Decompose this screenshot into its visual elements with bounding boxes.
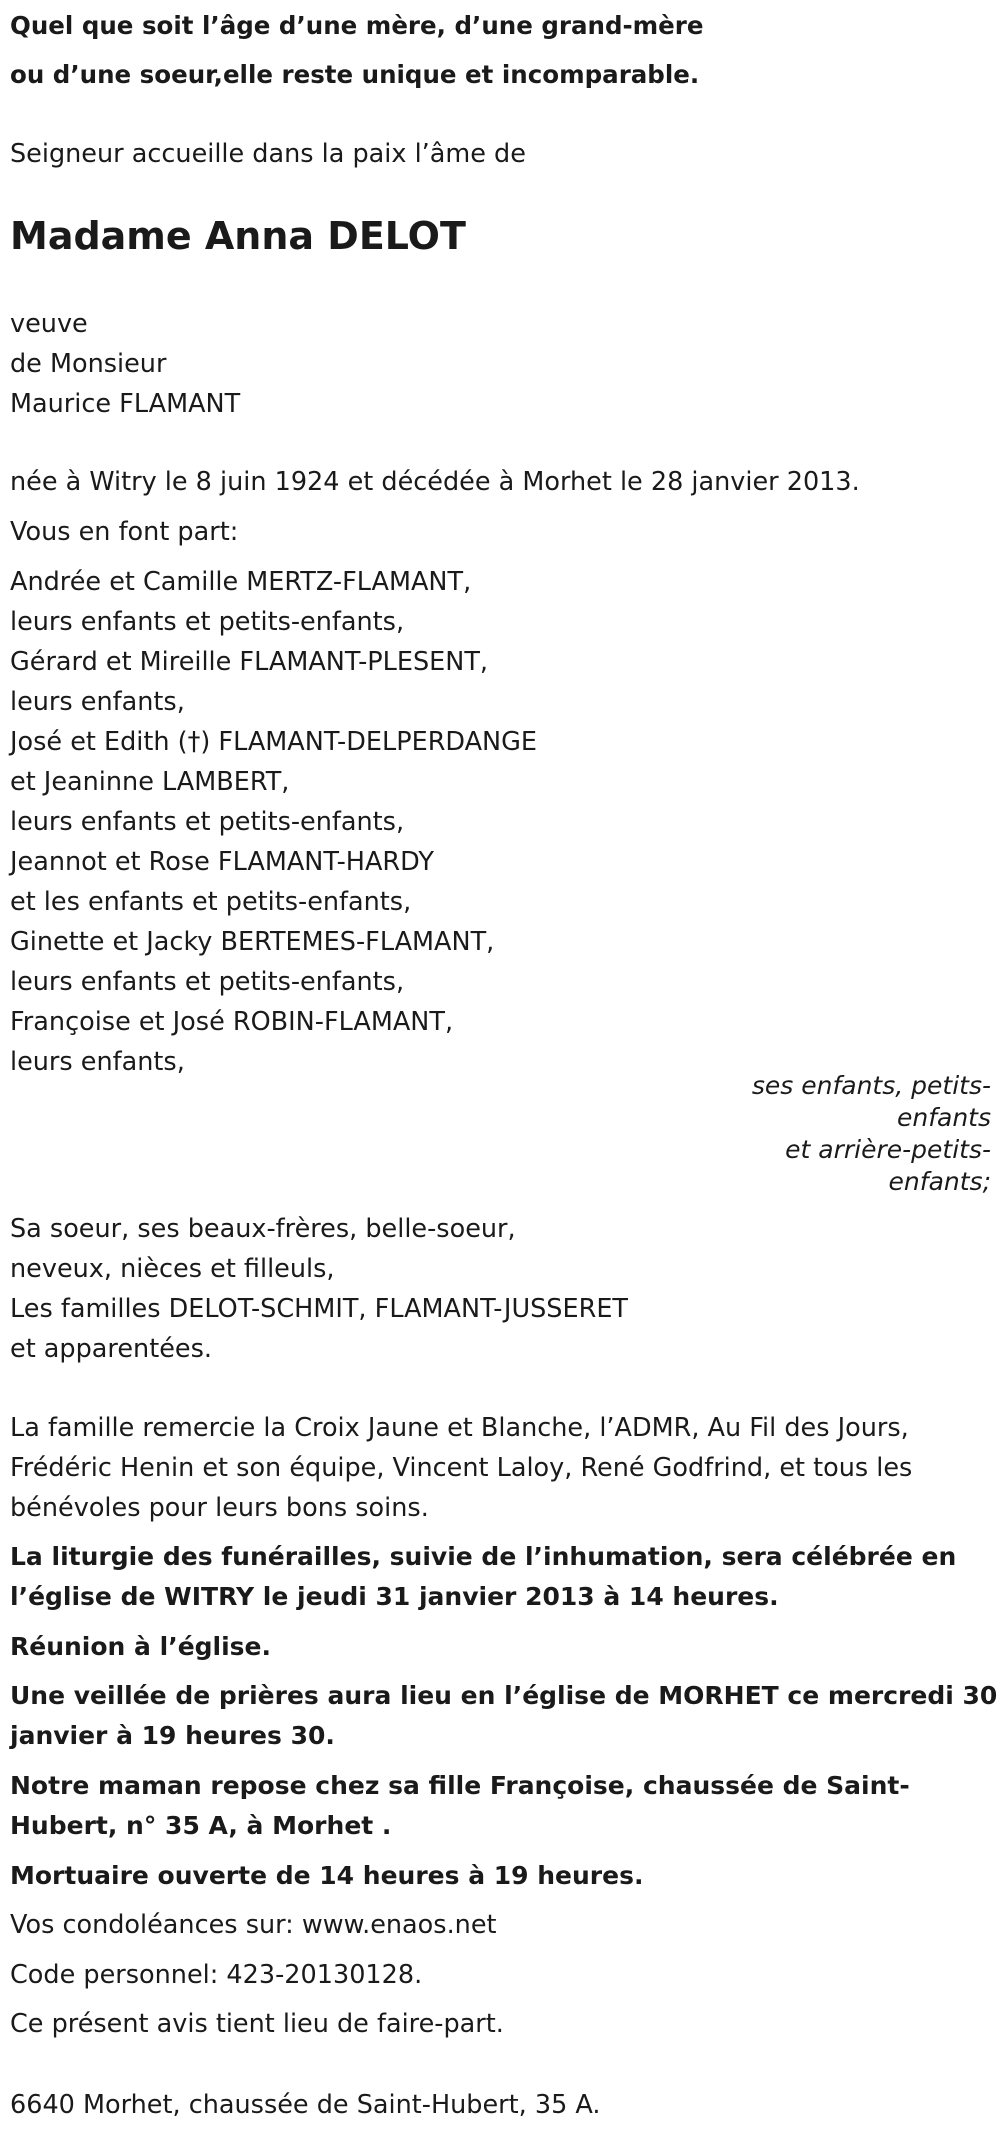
condolences-text: Vos condoléances sur: www.enaos.net [10, 1910, 497, 1940]
family-line: Andrée et Camille MERTZ-FLAMANT, [10, 567, 472, 597]
descendants-line: enfants; [888, 1167, 991, 1196]
family-line: Ginette et Jacky BERTEMES-FLAMANT, [10, 927, 495, 957]
family-line: leurs enfants et petits-enfants, [10, 607, 405, 637]
family-line: leurs enfants et petits-enfants, [10, 807, 405, 837]
descendants-line: et arrière-petits- [785, 1135, 991, 1164]
mortuary-hours: Mortuaire ouverte de 14 heures à 19 heures. [10, 1861, 644, 1890]
welcome-text: Seigneur accueille dans la paix l’âme de [10, 139, 526, 169]
repose-notice [10, 1766, 995, 1846]
relatives-line: Les familles DELOT-SCHMIT, FLAMANT-JUSSERET [10, 1294, 629, 1324]
family-line: Françoise et José ROBIN-FLAMANT, [10, 1007, 454, 1037]
deceased-name: Madame Anna DELOT [10, 214, 466, 258]
intro-line: Quel que soit l’âge d’une mère, d’une grand-mère [10, 11, 704, 40]
family-line: leurs enfants, [10, 687, 185, 717]
vigil-line: janvier à 19 heures 30. [10, 1721, 335, 1750]
family-line: leurs enfants et petits-enfants, [10, 967, 405, 997]
widow-block [10, 304, 240, 424]
personal-code: Code personnel: 423-20130128. [10, 1960, 423, 1990]
family-line: et les enfants et petits-enfants, [10, 887, 412, 917]
intro-quote [10, 0, 995, 99]
intro-line: ou d’une soeur,elle reste unique et incomparable. [10, 60, 700, 89]
announce-text: Vous en font part: [10, 517, 239, 547]
relatives-line: et apparentées. [10, 1334, 212, 1364]
liturgy-notice [10, 1537, 995, 1617]
liturgy-line: La liturgie des funérailles, suivie de l’inhumation, sera célébrée en [10, 1542, 957, 1571]
family-line: Jeannot et Rose FLAMANT-HARDY [10, 847, 434, 877]
widow-line: de Monsieur [10, 349, 167, 379]
thanks-line: bénévoles pour leurs bons soins. [10, 1493, 429, 1523]
obituary-page [10, 0, 998, 2120]
relatives-line: neveux, nièces et filleuls, [10, 1254, 335, 1284]
thanks-paragraph [10, 1408, 995, 1528]
notice-text: Ce présent avis tient lieu de faire-part. [10, 2009, 504, 2039]
descendants-note [731, 1070, 991, 1198]
widow-line: Maurice FLAMANT [10, 389, 241, 419]
reunion-notice: Réunion à l’église. [10, 1632, 272, 1661]
thanks-line: La famille remercie la Croix Jaune et Blanche, l’ADMR, Au Fil des Jours, [10, 1413, 909, 1443]
descendants-line: enfants [896, 1103, 991, 1132]
family-line: Gérard et Mireille FLAMANT-PLESENT, [10, 647, 489, 677]
thanks-line: Frédéric Henin et son équipe, Vincent Laloy, René Godfrind, et tous les [10, 1453, 913, 1483]
widow-line: veuve [10, 309, 88, 339]
relatives-line: Sa soeur, ses beaux-frères, belle-soeur, [10, 1214, 516, 1244]
repose-line: Hubert, n° 35 A, à Morhet . [10, 1811, 392, 1840]
descendants-line: ses enfants, petits- [751, 1071, 991, 1100]
vigil-line: Une veillée de prières aura lieu en l’église de MORHET ce mercredi 30 [10, 1681, 998, 1710]
family-list [10, 562, 537, 1082]
liturgy-line: l’église de WITRY le jeudi 31 janvier 2013 à 14 heures. [10, 1582, 779, 1611]
vigil-notice [10, 1676, 998, 1756]
repose-line: Notre maman repose chez sa fille Françoise, chaussée de Saint- [10, 1771, 910, 1800]
family-line: leurs enfants, [10, 1047, 185, 1077]
birth-death-text: née à Witry le 8 juin 1924 et décédée à Morhet le 28 janvier 2013. [10, 467, 860, 497]
family-line: et Jeaninne LAMBERT, [10, 767, 290, 797]
family-line: José et Edith (†) FLAMANT-DELPERDANGE [10, 727, 537, 757]
address-text: 6640 Morhet, chaussée de Saint-Hubert, 35 A. [10, 2090, 601, 2120]
relatives-list [10, 1209, 628, 1369]
